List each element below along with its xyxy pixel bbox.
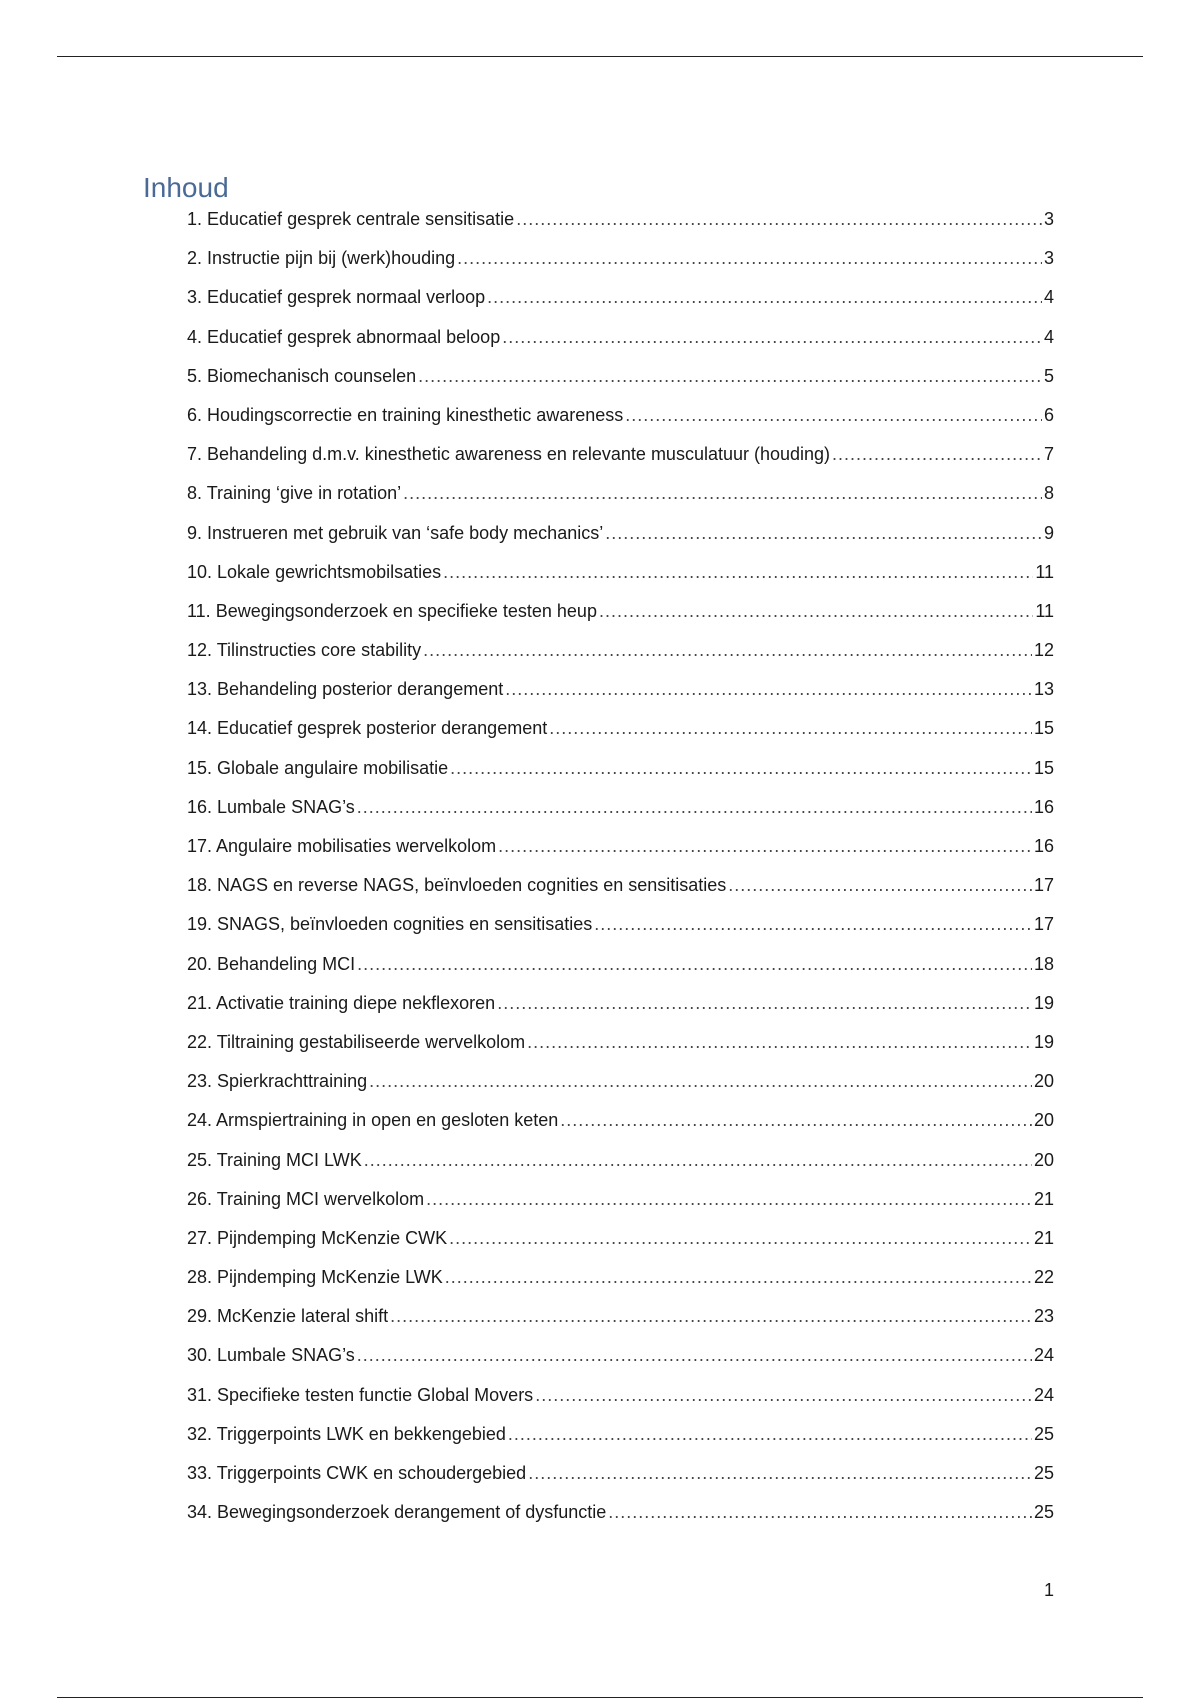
toc-entry[interactable]: [187, 1500, 1054, 1539]
toc-dot-leader: [445, 1265, 1032, 1289]
toc-entry-title: 11. Bewegingsonderzoek en specifieke testen heup: [187, 600, 597, 621]
toc-heading: Inhoud: [143, 172, 229, 203]
toc-entry-title: 28. Pijndemping McKenzie LWK: [187, 1267, 443, 1288]
toc-entry[interactable]: [187, 677, 1054, 716]
toc-entry[interactable]: [187, 834, 1054, 873]
toc-entry[interactable]: [187, 246, 1054, 285]
toc-entry[interactable]: [187, 1108, 1054, 1147]
toc-entry[interactable]: [187, 991, 1054, 1030]
toc-dot-leader: [505, 677, 1032, 701]
toc-entry-page: 19: [1033, 992, 1054, 1013]
toc-entry[interactable]: [187, 403, 1054, 442]
toc-entry-title: 5. Biomechanisch counselen: [187, 365, 417, 386]
toc-entry[interactable]: [187, 207, 1054, 246]
toc-entry[interactable]: [187, 873, 1054, 912]
toc-entry[interactable]: [187, 560, 1054, 599]
toc-entry-page: 25: [1033, 1423, 1054, 1444]
toc-entry-page: 11: [1035, 600, 1054, 621]
header-rule: [57, 56, 1143, 57]
toc-entry-title: 16. Lumbale SNAG’s: [187, 796, 355, 817]
toc-entry-title: 3. Educatief gesprek normaal verloop: [187, 287, 486, 308]
toc-entry-page: 22: [1033, 1267, 1054, 1288]
toc-entry-title: 24. Armspiertraining in open en gesloten keten: [187, 1110, 559, 1131]
toc-entry-page: 3: [1043, 209, 1054, 229]
toc-entry-page: 4: [1043, 287, 1054, 308]
toc-entry-page: 25: [1033, 1463, 1054, 1483]
toc-entry-page: 6: [1043, 404, 1054, 425]
toc-entry-page: 19: [1033, 1031, 1054, 1052]
toc-dot-leader: [560, 1108, 1032, 1132]
toc-dot-leader: [450, 756, 1032, 780]
toc-entry[interactable]: [187, 1069, 1054, 1108]
toc-entry-title: 2. Instructie pijn bij (werk)houding: [187, 248, 456, 269]
toc-entry-page: 9: [1043, 522, 1054, 543]
toc-dot-leader: [549, 716, 1032, 740]
toc-entry-page: 16: [1033, 796, 1054, 817]
toc-entry-page: 25: [1033, 1502, 1054, 1523]
toc-entry-title: 19. SNAGS, beïnvloeden cognities en sensitisaties: [187, 914, 593, 935]
toc-entry[interactable]: [187, 1304, 1054, 1343]
toc-dot-leader: [390, 1304, 1032, 1328]
toc-dot-leader: [728, 873, 1032, 897]
toc-entry[interactable]: [187, 1030, 1054, 1069]
toc-dot-leader: [497, 991, 1032, 1015]
toc-dot-leader: [502, 325, 1042, 349]
toc-entry-title: 23. Spierkrachttraining: [187, 1071, 368, 1092]
page-number: 1: [1043, 1580, 1054, 1600]
toc-entry-page: 17: [1033, 875, 1054, 896]
toc-dot-leader: [364, 1148, 1032, 1172]
toc-entry-title: 7. Behandeling d.m.v. kinesthetic awareness en relevante musculatuur (houding): [187, 444, 831, 465]
toc-entry-page: 8: [1043, 483, 1054, 504]
toc-dot-leader: [594, 912, 1032, 936]
toc-entry-title: 29. McKenzie lateral shift: [187, 1306, 389, 1327]
toc-entry-title: 32. Triggerpoints LWK en bekkengebied: [187, 1423, 506, 1444]
toc-entry[interactable]: [187, 364, 1054, 403]
toc-entry-title: 34. Bewegingsonderzoek derangement of dysfunctie: [187, 1502, 607, 1523]
toc-entry-page: 24: [1033, 1384, 1054, 1405]
toc-entry[interactable]: [187, 716, 1054, 755]
toc-dot-leader: [832, 442, 1042, 466]
toc-entry-page: 21: [1033, 1227, 1054, 1248]
toc-entry-title: 10. Lokale gewrichtsmobilsaties: [187, 561, 442, 582]
toc-entry[interactable]: [187, 756, 1054, 795]
toc-entry[interactable]: [187, 1383, 1054, 1422]
toc-entry-title: 31. Specifieke testen functie Global Movers: [187, 1384, 534, 1405]
toc-entry-title: 6. Houdingscorrectie en training kinesthetic awareness: [187, 404, 624, 425]
toc-entry-page: 12: [1033, 640, 1054, 661]
toc-dot-leader: [498, 834, 1032, 858]
toc-entry[interactable]: [187, 1343, 1054, 1382]
toc-entry-page: 4: [1043, 326, 1054, 347]
toc-entry-page: 23: [1033, 1306, 1054, 1327]
toc-entry[interactable]: [187, 325, 1054, 364]
toc-entry-title: 4. Educatief gesprek abnormaal beloop: [187, 326, 501, 347]
toc-entry-title: 18. NAGS en reverse NAGS, beïnvloeden cognities en sensitisaties: [187, 875, 727, 896]
toc-entry[interactable]: [187, 1148, 1054, 1187]
toc-dot-leader: [423, 638, 1032, 662]
toc-entry[interactable]: [187, 1187, 1054, 1226]
toc-entry[interactable]: [187, 1226, 1054, 1265]
toc-dot-leader: [357, 952, 1032, 976]
toc-dot-leader: [508, 1422, 1032, 1446]
toc-entry-page: 17: [1033, 914, 1054, 935]
toc-entry-title: 21. Activatie training diepe nekflexoren: [187, 992, 496, 1013]
toc-entry-page: 20: [1033, 1149, 1054, 1170]
toc-entry[interactable]: [187, 1422, 1054, 1461]
toc-entry-title: 8. Training ‘give in rotation’: [187, 483, 402, 504]
toc-entry[interactable]: [187, 481, 1054, 520]
toc-entry-title: 17. Angulaire mobilisaties wervelkolom: [187, 836, 497, 856]
toc-entry-page: 13: [1033, 679, 1054, 700]
toc-dot-leader: [357, 795, 1032, 819]
toc-entry-title: 13. Behandeling posterior derangement: [187, 679, 504, 700]
toc-entry-title: 9. Instrueren met gebruik van ‘safe body mechanics’: [187, 522, 604, 543]
toc-entry-title: 30. Lumbale SNAG’s: [187, 1345, 355, 1366]
toc-dot-leader: [605, 521, 1042, 545]
toc-dot-leader: [443, 560, 1033, 584]
toc-entry-page: 24: [1033, 1345, 1054, 1366]
toc-entry-page: 21: [1033, 1188, 1054, 1209]
toc-entry[interactable]: [187, 1461, 1054, 1500]
toc-dot-leader: [625, 403, 1042, 427]
toc-dot-leader: [418, 364, 1042, 388]
toc-entry[interactable]: [187, 1265, 1054, 1304]
toc-entry-page: 15: [1033, 718, 1054, 739]
table-of-contents: [187, 207, 1054, 1539]
toc-dot-leader: [457, 246, 1042, 270]
toc-entry-title: 22. Tiltraining gestabiliseerde wervelkolom: [187, 1031, 526, 1052]
toc-dot-leader: [599, 599, 1033, 623]
toc-dot-leader: [535, 1383, 1032, 1407]
toc-entry-page: 16: [1033, 836, 1054, 856]
toc-entry[interactable]: [187, 521, 1054, 560]
toc-entry-page: 18: [1033, 953, 1054, 974]
toc-entry[interactable]: [187, 952, 1054, 991]
toc-entry-title: 15. Globale angulaire mobilisatie: [187, 757, 449, 778]
toc-entry-title: 27. Pijndemping McKenzie CWK: [187, 1227, 448, 1248]
toc-entry-title: 20. Behandeling MCI: [187, 953, 356, 974]
toc-entry-title: 25. Training MCI LWK: [187, 1149, 362, 1170]
toc-entry-title: 14. Educatief gesprek posterior derangement: [187, 718, 548, 739]
toc-dot-leader: [357, 1343, 1032, 1367]
toc-entry-title: 12. Tilinstructies core stability: [187, 640, 422, 661]
toc-entry[interactable]: [187, 599, 1054, 638]
toc-dot-leader: [487, 285, 1042, 309]
toc-entry-page: 5: [1043, 365, 1054, 386]
toc-entry-page: 15: [1033, 757, 1054, 778]
toc-entry[interactable]: [187, 912, 1054, 951]
toc-entry-page: 20: [1033, 1110, 1054, 1131]
toc-entry-title: 26. Training MCI wervelkolom: [187, 1188, 425, 1209]
toc-dot-leader: [516, 207, 1042, 231]
toc-entry-page: 20: [1033, 1071, 1054, 1092]
toc-entry-page: 3: [1043, 248, 1054, 269]
footer-rule: [57, 1697, 1143, 1698]
toc-dot-leader: [449, 1226, 1032, 1250]
toc-entry[interactable]: [187, 442, 1054, 481]
toc-entry-page: 11: [1035, 561, 1054, 582]
toc-entry-title: 33. Triggerpoints CWK en schoudergebied: [187, 1463, 527, 1483]
toc-entry[interactable]: [187, 638, 1054, 677]
toc-dot-leader: [369, 1069, 1032, 1093]
toc-dot-leader: [528, 1461, 1032, 1485]
toc-entry[interactable]: [187, 795, 1054, 834]
toc-entry[interactable]: [187, 285, 1054, 324]
toc-entry-page: 7: [1043, 444, 1054, 465]
toc-entry-title: 1. Educatief gesprek centrale sensitisatie: [187, 209, 515, 229]
toc-dot-leader: [608, 1500, 1032, 1524]
toc-dot-leader: [527, 1030, 1032, 1054]
toc-dot-leader: [426, 1187, 1032, 1211]
toc-dot-leader: [403, 481, 1042, 505]
